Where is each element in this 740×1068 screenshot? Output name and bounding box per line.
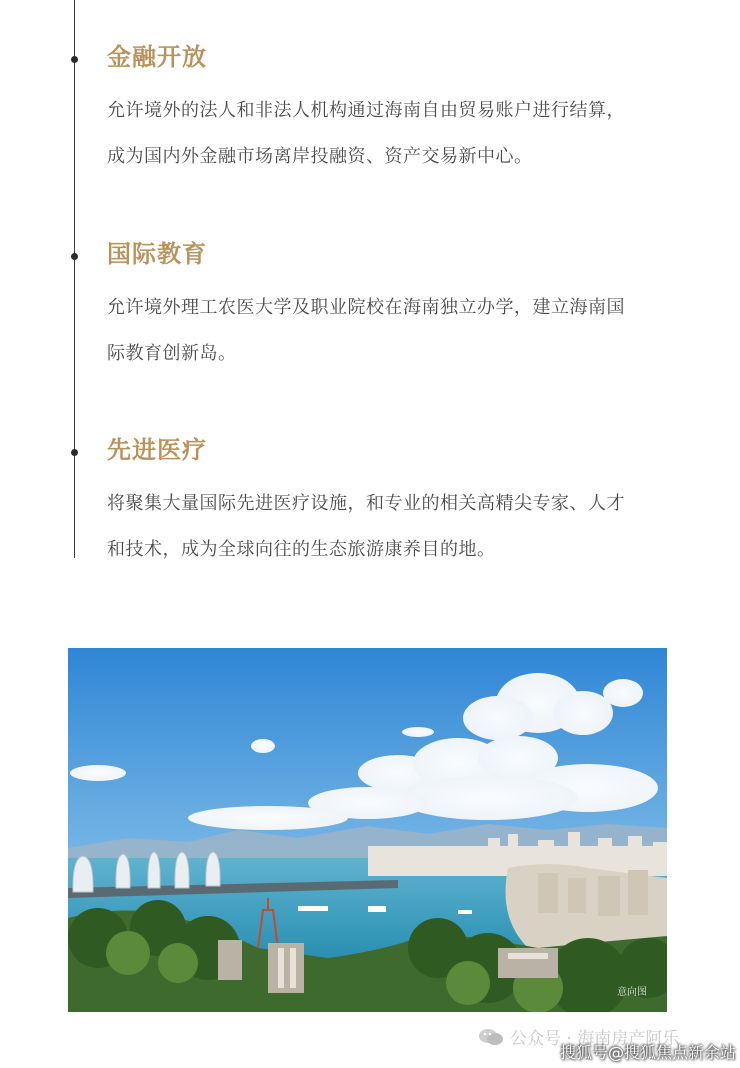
sohu-watermark: 搜狐号@搜狐焦点新余站 <box>560 1043 737 1062</box>
section-finance <box>107 40 707 180</box>
timeline-line <box>74 0 75 558</box>
photo-caption: 意向图 <box>617 987 647 998</box>
section-body <box>107 88 707 180</box>
city-bay-illustration <box>68 648 667 1012</box>
section-title: 先进医疗 <box>107 436 207 464</box>
wechat-icon <box>478 1027 504 1047</box>
timeline-dot <box>71 253 78 260</box>
section-body-line: 允许境外的法人和非法人机构通过海南自由贸易账户进行结算， <box>107 100 625 121</box>
timeline-dot <box>71 449 78 456</box>
section-body-line: 成为国内外金融市场离岸投融资、资产交易新中心。 <box>107 146 533 167</box>
section-body <box>107 481 707 573</box>
section-title: 国际教育 <box>107 240 207 268</box>
section-education <box>107 237 707 377</box>
section-body-line: 和技术，成为全球向往的生态旅游康养目的地。 <box>107 539 496 560</box>
section-body-line: 允许境外理工农医大学及职业院校在海南独立办学，建立海南国 <box>107 297 625 318</box>
section-body-line: 际教育创新岛。 <box>107 343 237 364</box>
section-title: 金融开放 <box>107 43 207 71</box>
section-body-line: 将聚集大量国际先进医疗设施，和专业的相关高精尖专家、人才 <box>107 493 625 514</box>
city-bay-photo <box>68 648 667 1012</box>
watermark-text: 公众号 · 海南房产阿乐 <box>510 1029 680 1049</box>
timeline-dot <box>71 56 78 63</box>
section-body <box>107 285 707 377</box>
section-medical <box>107 433 707 573</box>
